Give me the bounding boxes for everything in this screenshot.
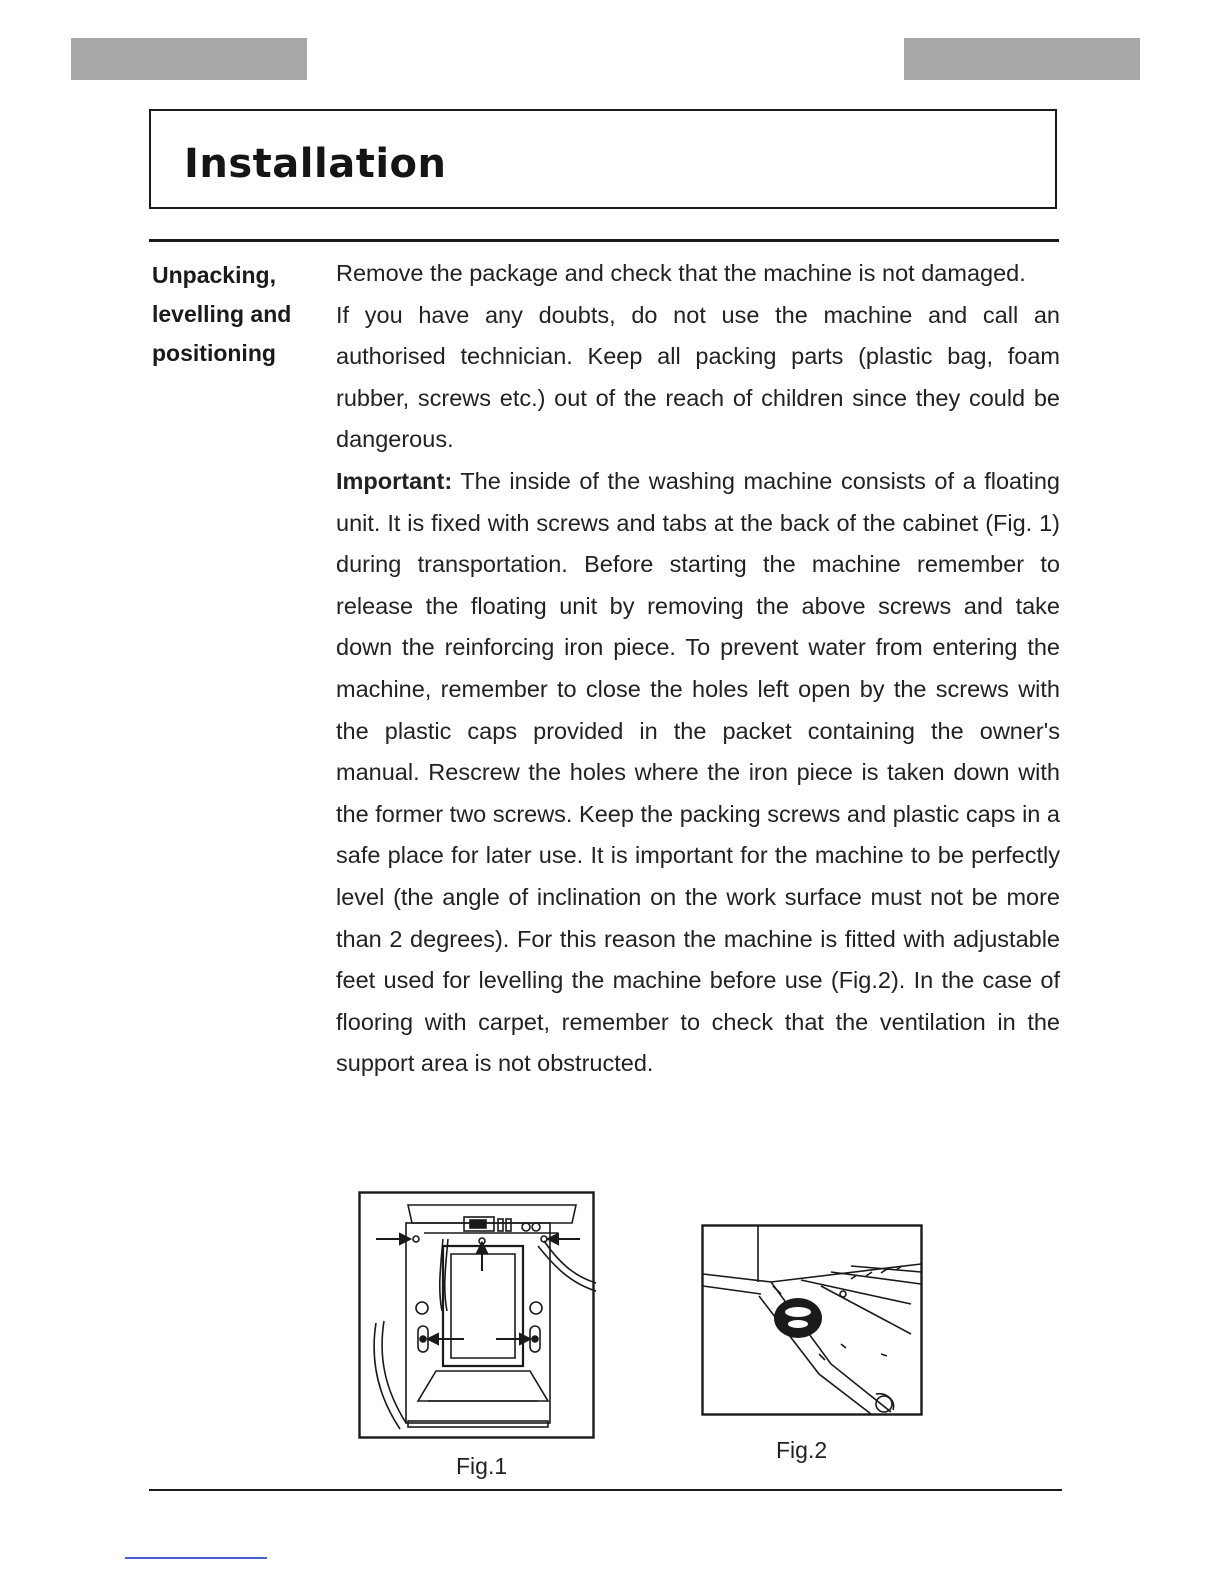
- fig2-adjustable-foot-illustration: [701, 1224, 923, 1416]
- bottom-divider: [149, 1489, 1062, 1491]
- body-text: [336, 253, 1060, 1085]
- section-heading-line: levelling and: [152, 301, 292, 327]
- paragraph-text: Remove the package and check that the machine is not damaged.: [336, 260, 1026, 286]
- paragraph-unpack: [336, 253, 1060, 295]
- title-box: [149, 109, 1057, 209]
- fig1-machine-back-illustration: [358, 1191, 598, 1439]
- section-heading-line: Unpacking,: [152, 262, 276, 288]
- paragraph-text: If you have any doubts, do not use the machine and call an authorised technician. Keep all packing parts (plastic bag, foam rubber, screws etc.) out of the reach of children since they could be dangerous.: [336, 301, 1060, 453]
- fig2-caption: Fig.2: [776, 1437, 828, 1463]
- section-heading-line: positioning: [152, 340, 276, 366]
- paragraph-doubts: [336, 295, 1060, 461]
- header-tab-left: [71, 38, 307, 80]
- top-divider: [149, 239, 1059, 242]
- page-title: Installation: [184, 141, 447, 187]
- footer-underline-mark: [125, 1557, 267, 1559]
- fig1-caption: Fig.1: [456, 1453, 508, 1479]
- paragraph-text: The inside of the washing machine consists of a floating unit. It is fixed with screws and tabs at the back of the cabinet (Fig. 1) during transportation. Before starting the machine remember to release the floating unit by removing the above screws and take down the reinforcing iron piece. To prevent water from entering the machine, remember to close the holes left open by the screws with the plastic caps provided in the packet containing the owner's manual. Rescrew the holes where the iron piece is taken down with the former two screws. Keep the packing screws and plastic caps in a safe place for later use. It is important for the machine to be perfectly level (the angle of inclination on the work surface must not be more than 2 degrees). For this reason the machine is fitted with adjustable feet used for levelling the machine before use (Fig.2). In the case of flooring with carpet, remember to check that the ventilation in the support area is not obstructed.: [336, 467, 1060, 1077]
- important-label: Important:: [336, 467, 453, 494]
- header-tab-right: [904, 38, 1140, 80]
- section-heading: [152, 256, 322, 373]
- paragraph-important: [336, 461, 1060, 1085]
